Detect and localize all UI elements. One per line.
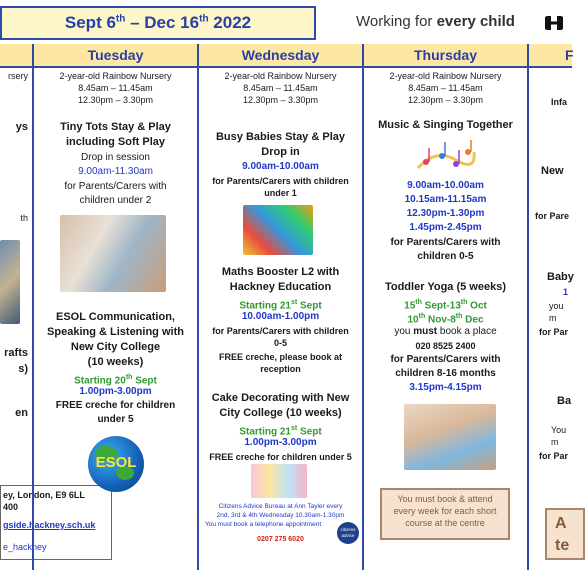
wednesday-header: Wednesday [199, 44, 362, 68]
esol-globe-icon [88, 436, 144, 492]
busy-babies-who-2: under 1 [264, 188, 297, 198]
cake-title-1: Cake Decorating with New [211, 392, 350, 404]
monday-line: en [15, 407, 28, 419]
date-range-text: Sept 6th – Dec 16th 2022 [64, 13, 252, 32]
monday-line: th [20, 213, 28, 223]
yoga-dates-2: 10th Nov-8th Dec [407, 313, 484, 326]
esol-creche-2: under 5 [97, 414, 134, 425]
maths-creche-1: FREE creche, please book at [218, 352, 343, 362]
cab-line-2: 2nd, 3rd & 4th Wednesday 10.30am-1.30pm [216, 512, 345, 519]
maths-who-1: for Parents/Carers with children [212, 326, 349, 336]
tuesday-times-pm: 12.30pm – 3.30pm [77, 95, 154, 105]
friday-line: for Par [539, 451, 569, 461]
yoga-title: Toddler Yoga (5 weeks) [384, 281, 507, 293]
esol-title-2: Speaking & Listening with [47, 326, 184, 338]
cab-phone: 0207 275 6020 [257, 536, 304, 543]
friday-note: A te [545, 508, 585, 560]
tuesday-column [32, 44, 197, 570]
music-who-2: children 0-5 [417, 251, 474, 262]
website-link[interactable]: gside.hackney.sch.uk [3, 520, 96, 530]
esol-weeks: (10 weeks) [87, 356, 144, 368]
music-time-1: 9.00am-10.00am [407, 180, 484, 191]
tiny-tots-who-1: for Parents/Carers with [64, 181, 167, 192]
tiny-tots-subtitle: including Soft Play [65, 136, 165, 148]
monday-line: s) [18, 363, 28, 375]
music-time-3: 12.30pm-1.30pm [406, 208, 485, 219]
friday-column [527, 44, 572, 570]
cab-line-1: Citizens Advice Bureau at Ann Tayler every [218, 503, 343, 510]
esol-creche-1: FREE creche for children [55, 400, 176, 411]
cake-title-2: City College (10 weeks) [219, 407, 342, 419]
friday-line: Ba [557, 395, 572, 407]
monday-header [0, 44, 32, 68]
yoga-book-note: you must book a place [394, 326, 497, 337]
soft-play-photo [60, 215, 166, 292]
friday-line: You m [551, 425, 567, 447]
tagline: Working for every child [356, 13, 515, 30]
friday-line: Baby [547, 271, 574, 283]
music-time-4: 1.45pm-2.45pm [409, 222, 482, 233]
tiny-tots-who-2: children under 2 [79, 195, 152, 206]
maths-title-2: Hackney Education [229, 281, 332, 293]
music-notes-icon [416, 138, 476, 174]
esol-time: 1.00pm-3.00pm [79, 386, 152, 397]
social-handle[interactable]: e_hackney [3, 542, 47, 552]
busy-babies-who-1: for Parents/Carers with children [212, 176, 349, 186]
wednesday-nursery: 2-year-old Rainbow Nursery [224, 71, 337, 81]
thursday-times-pm: 12.30pm – 3.30pm [407, 95, 484, 105]
wednesday-times-am: 8.45am – 11.45am [243, 83, 318, 93]
maths-creche-2: reception [260, 364, 301, 374]
monday-line: ys [15, 121, 28, 133]
drop-in-label: Drop in session [81, 152, 150, 163]
friday-line: for Pare [535, 211, 570, 221]
wednesday-times-pm: 12.30pm – 3.30pm [242, 95, 319, 105]
tuesday-header: Tuesday [34, 44, 197, 68]
citizens-advice-badge: citizens advice [337, 522, 359, 544]
thursday-nursery: 2-year-old Rainbow Nursery [389, 71, 502, 81]
busy-babies-time: 9.00am-10.00am [242, 161, 319, 172]
esol-logo-text: ESOL [95, 454, 137, 471]
friday-line: for Par [539, 327, 569, 337]
monday-nursery: rsery [8, 71, 28, 81]
maths-start: Starting 21st Sept [239, 299, 322, 312]
monday-line: rafts [4, 347, 28, 359]
maths-title-1: Maths Booster L2 with [221, 266, 340, 278]
tiny-tots-time: 9.00am-11.30am [78, 166, 153, 177]
cake-start: Starting 21st Sept [239, 425, 322, 438]
music-time-2: 10.15am-11.15am [404, 194, 487, 205]
yoga-time: 3.15pm-4.15pm [409, 382, 482, 393]
busy-babies-dropin: Drop in [261, 146, 300, 158]
play-mat-photo [243, 205, 313, 255]
cake-creche: FREE creche for children under 5 [209, 452, 352, 462]
thursday-times-am: 8.45am – 11.45am [408, 83, 483, 93]
esol-start: Starting 20th Sept [74, 374, 157, 387]
phone-line: 400 [3, 502, 19, 512]
friday-line: New [541, 165, 564, 177]
hackney-logo-icon [544, 13, 564, 33]
yoga-who-1: for Parents/Carers with [390, 354, 501, 365]
yoga-who-2: children 8-16 months [395, 368, 496, 379]
address-line: ey, London, E9 6LL [3, 490, 85, 500]
friday-line: Infa [551, 97, 568, 107]
friday-line: 1 [563, 287, 569, 297]
esol-title-1: ESOL Communication, [56, 311, 175, 323]
busy-babies-title: Busy Babies Stay & Play [215, 131, 345, 143]
maths-who-2: 0-5 [273, 338, 287, 348]
booking-note: You must book & attend every week for each short course at the centre [380, 488, 510, 540]
friday-line: you m [549, 301, 564, 323]
maths-time: 10.00am-1.00pm [241, 311, 320, 322]
tuesday-times-am: 8.45am – 11.45am [78, 83, 153, 93]
yoga-photo [404, 404, 496, 470]
cake-time: 1.00pm-3.00pm [244, 437, 317, 448]
yoga-phone: 020 8525 2400 [415, 341, 476, 351]
tiny-tots-title: Tiny Tots Stay & Play [60, 121, 171, 133]
yoga-dates-1: 15th Sept-13th Oct [404, 299, 487, 312]
cab-line-3: You must book a telephone appointment [205, 521, 322, 528]
thursday-header: Thursday [364, 44, 527, 68]
wednesday-column [197, 44, 362, 570]
music-title: Music & Singing Together [378, 119, 513, 131]
esol-title-3: New City College [70, 341, 161, 353]
cake-photo [251, 464, 307, 498]
music-who-1: for Parents/Carers with [390, 237, 501, 248]
date-range-banner [0, 6, 316, 40]
thursday-column [362, 44, 527, 570]
friday-header: F [529, 44, 572, 68]
monday-photo [0, 240, 20, 324]
tuesday-nursery: 2-year-old Rainbow Nursery [59, 71, 172, 81]
